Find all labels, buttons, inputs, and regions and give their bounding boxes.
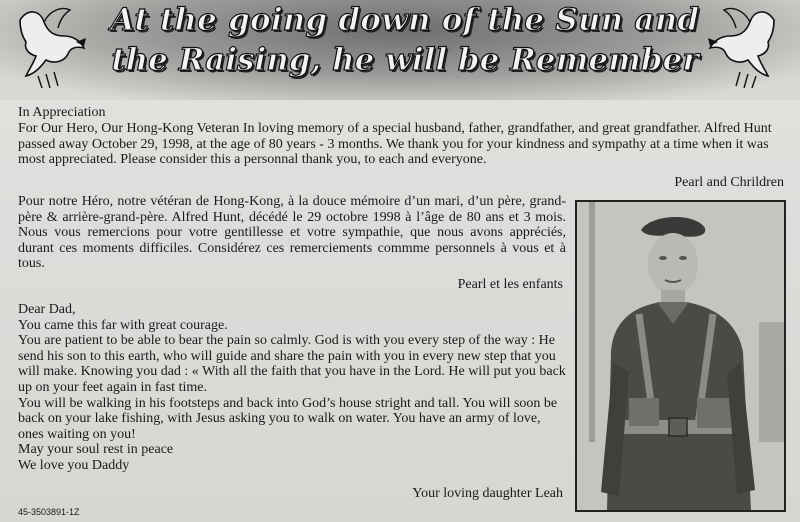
signature-french: Pearl et les enfants — [457, 277, 563, 292]
letter-to-dad — [18, 302, 566, 474]
dove-icon — [14, 2, 94, 94]
letter-line: We love you Daddy — [18, 457, 130, 473]
letter-line: May your soul rest in peace — [18, 442, 174, 458]
appreciation-title: In Appreciation — [18, 105, 106, 120]
letter-line: Dear Dad, — [18, 302, 76, 317]
soldier-portrait-icon — [577, 202, 784, 510]
letter-line: You will be walking in his footsteps and back into God’s house stright and tall. You will soon be back on your lake fishing, with Jesus asking you to walk on water. You have an army of love, ones waiting on you! — [18, 395, 558, 442]
letter-line: You came this far with great courage. — [18, 317, 228, 333]
soldier-photo — [575, 200, 786, 512]
appreciation-body-english: For Our Hero, Our Hong-Kong Veteran In loving memory of a special husband, father, grandfather, and great grandfather. Alfred Hunt passed away October 29, 1998, at the age of 80 years - 3 months. We thank you for your kindness and sympathy at a time when it was most appreciated. Please consider this a personnal thank you, to each and everyone. — [18, 121, 772, 168]
headline-line-1: At the going down of the Sun and — [110, 2, 700, 38]
ad-reference-code: 45-3503891-1Z — [18, 507, 80, 517]
dove-icon — [700, 2, 780, 94]
appreciation-body-french: Pour notre Héro, notre vétéran de Hong-Kong, à la douce mémoire d’un mari, d’un père, grand-père & arrière-grand-père. Alfred Hunt, décédé le 29 octobre 1998 à l’âge de 80 ans et 3 mois. Nous vous remercions pour votre gentillesse et votre sympathie, que nous avons appréciés, durant ces moments difficiles. Considérez ces remerciements commme personnels à vous et à tous. — [18, 194, 566, 272]
signature-english: Pearl and Chrildren — [674, 175, 784, 190]
signature-letter: Your loving daughter Leah — [412, 486, 563, 501]
letter-line: You are patient to be able to bear the pain so calmly. God is with you every step of the way : He send his son to this earth, who will guide and share the pain with you in every new step that you will make. Knowing you dad : « With all the faith that you have in the Lord. He will put you back up on your feet again in fast time. — [18, 333, 566, 395]
headline-line-2: the Raising, he will be Remember — [111, 42, 699, 78]
